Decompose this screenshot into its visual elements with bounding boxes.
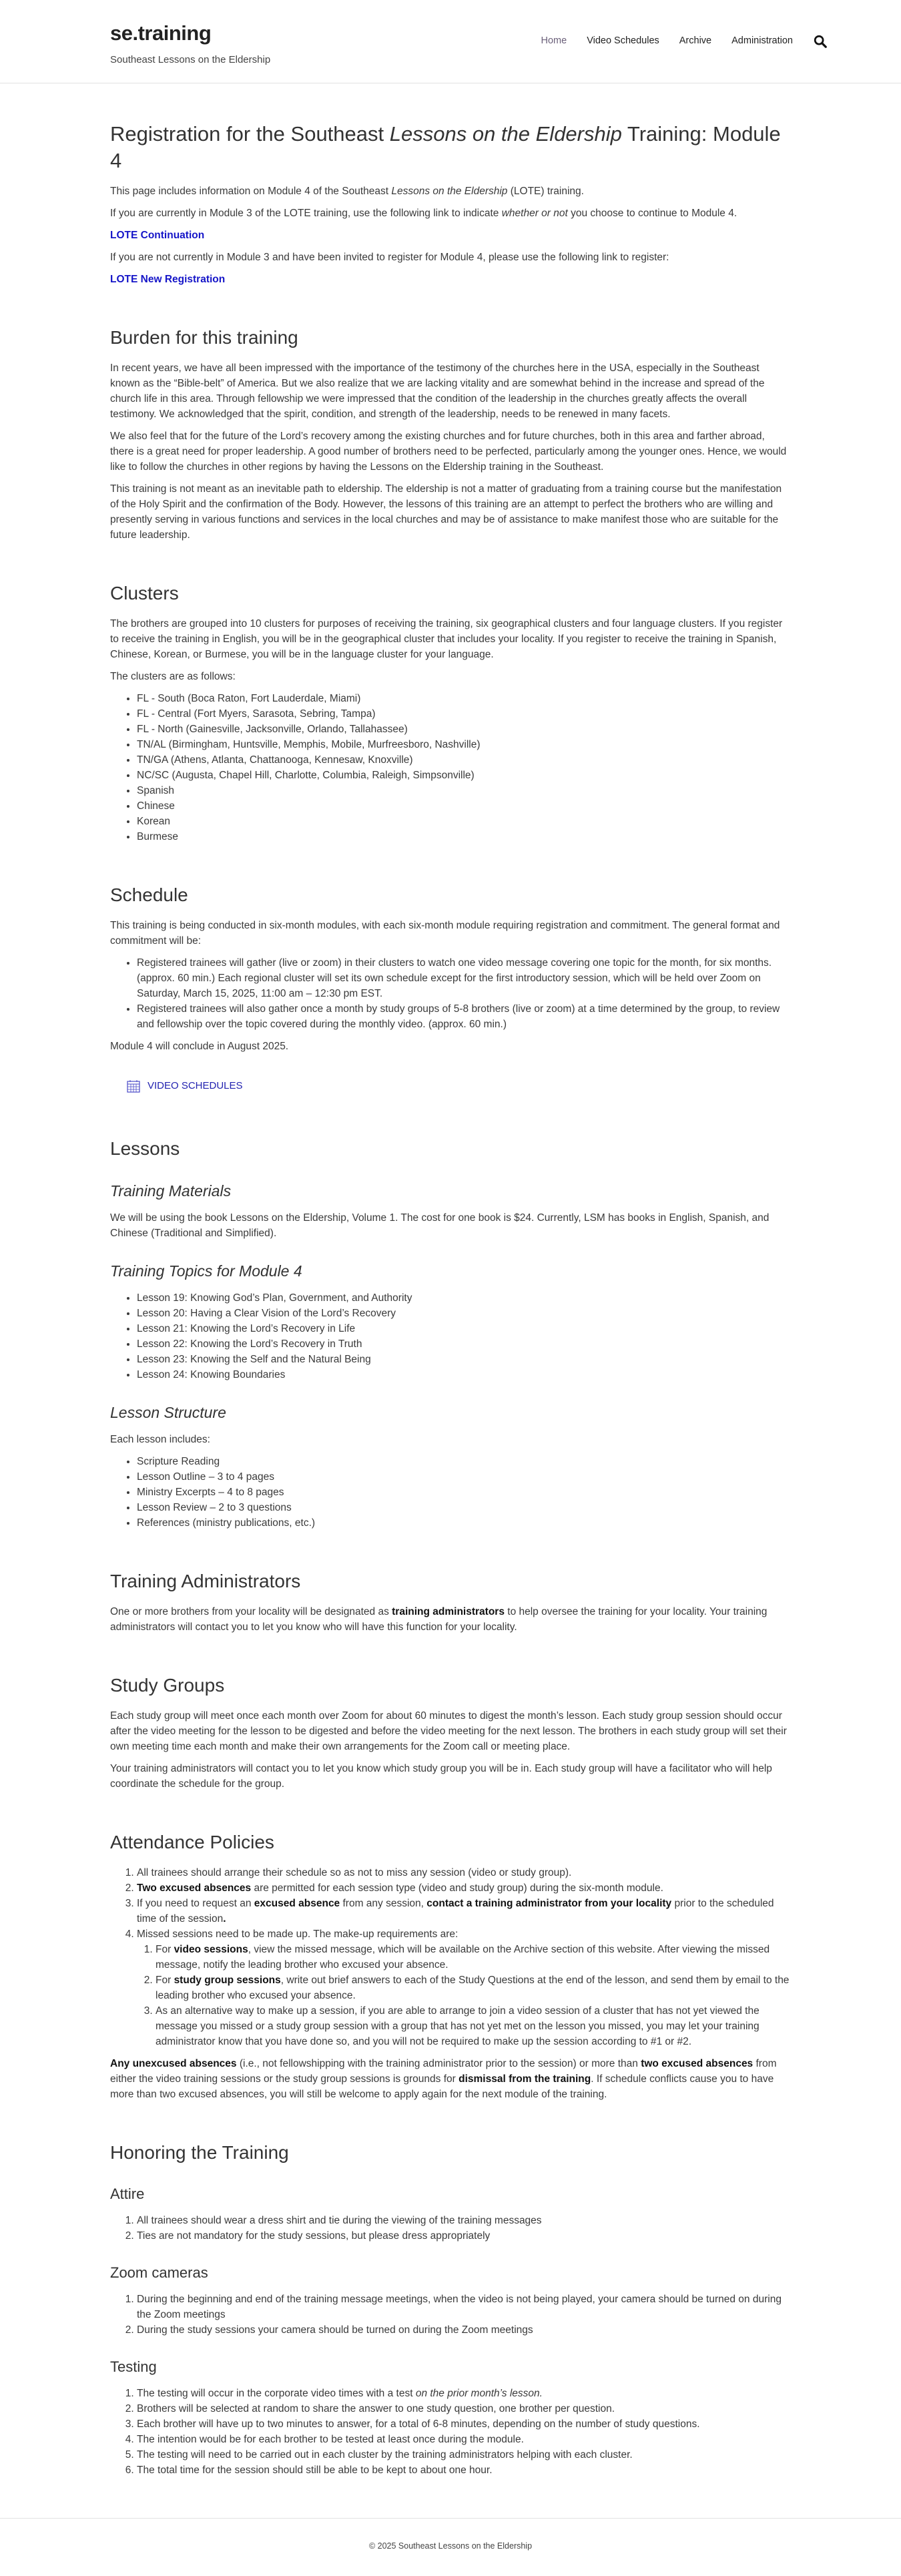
text-segment: This page includes information on Module 4 of the Southeast: [110, 186, 392, 197]
list-item: [137, 1896, 791, 1926]
text-segment: on the prior month’s lesson.: [415, 2387, 543, 2399]
text-segment: Each study group will meet once each month over Zoom for about 60 minutes to digest the month’s lesson. Each study group session should occur after the video meeting for the lesson to be digested and before the video meeting for the next lesson. The brothers in each study group will set their own meeting time each month and make their own arrangements for the Zoom call or meeting place.: [110, 1710, 787, 1752]
list-item: [137, 1290, 791, 1306]
list-item: [137, 1336, 791, 1352]
text-segment: Your training administrators will contact you to let you know which study group you will be in. Each study group will have a facilitator who will help coordinate the schedule for the group.: [110, 1762, 772, 1790]
clusters-paragraph: [110, 616, 791, 662]
nav-administration[interactable]: Administration: [731, 35, 793, 46]
text-segment: Missed sessions need to be made up. The make-up requirements are:: [137, 1928, 459, 1940]
attendance-list: [110, 1865, 791, 2049]
text-segment: two excused absences: [641, 2057, 754, 2069]
text-segment: One or more brothers from your locality will be designated as: [110, 1605, 392, 1617]
section-heading: Honoring the Training: [110, 2141, 289, 2163]
text-segment: FL - North (Gainesville, Jacksonville, Orlando, Tallahassee): [137, 724, 408, 735]
burden-section: [110, 326, 791, 543]
list-item: [137, 1500, 791, 1515]
subsection-heading: Testing: [110, 2358, 157, 2375]
search-icon[interactable]: [813, 34, 828, 49]
list-item: [137, 2228, 791, 2244]
text-segment: We will be using the book Lessons on the Eldership, Volume 1. The cost for one book is $24. Currently, LSM has books in English, Spanish, and Chinese (Traditional and Simplified).: [110, 1212, 770, 1239]
text-segment: Lesson 19: Knowing God’s Plan, Government, and Authority: [137, 1292, 412, 1304]
text-segment: training administrators: [392, 1605, 505, 1617]
text-segment: Registered trainees will gather (live or zoom) in their clusters to watch one video message covering one topic for the month, for six months. (approx. 60 min.) Each regional cluster will set its own schedule except for the first introductory session, which will be held over Zoom on Saturday, March 15, 2025, 11:00 am – 12:30 pm EST.: [137, 957, 772, 999]
text-segment: This training is being conducted in six-month modules, with each six-month module requiring registration and commitment. The general format and commitment will be:: [110, 920, 780, 947]
text-segment: contact a training administrator from your locality: [426, 1897, 672, 1909]
list-item: [137, 2416, 791, 2432]
text-segment: from either the video training sessions or the study group sessions is grounds for: [110, 2057, 777, 2085]
list-item: [137, 691, 791, 706]
subsection-heading: Training Materials: [110, 1182, 232, 1200]
text-segment: For: [156, 1974, 174, 1986]
nav-home[interactable]: Home: [541, 35, 567, 46]
text-segment: As an alternative way to make up a session, if you are able to arrange to join a video session of a cluster that has not yet viewed the message you missed or a study group session with a group that has not yet met on the lesson you missed, you may let your training administrator know that you have done so, and you will not be required to make up the session according to #1 or #2.: [156, 2005, 760, 2047]
intro-paragraph: [110, 250, 791, 265]
text-segment: . If schedule conflicts cause you to have more than two excused absences, you will still be welcome to apply again for the next module of the training.: [110, 2073, 774, 2100]
schedule-paragraph: [110, 918, 791, 949]
text-segment: video sessions: [174, 1943, 248, 1955]
list-item: [137, 955, 791, 1001]
burden-paragraph: [110, 429, 791, 475]
lote-new-registration-link[interactable]: LOTE New Registration: [110, 274, 226, 285]
title-text: Registration for the Southeast: [110, 122, 390, 146]
text-segment: The brothers are grouped into 10 clusters for purposes of receiving the training, six geographical clusters and four language clusters. If you register to receive the training in English, you will be in the geographical cluster that includes your locality. If you register to receive the training in Spanish, Chinese, Korean, or Burmese, you will be in the language cluster for your language.: [110, 618, 783, 660]
text-segment: you choose to continue to Module 4.: [567, 208, 737, 219]
brand: [110, 20, 270, 67]
zoom-cameras-list: [110, 2292, 791, 2338]
list-item: [137, 1001, 791, 1032]
text-segment: Registered trainees will also gather once a month by study groups of 5-8 brothers (live or zoom) at a time determined by the group, to review and fellowship over the topic covered during the monthly video. (approx. 60 min.): [137, 1003, 780, 1030]
main-content: [0, 83, 901, 2478]
subsection-heading: Zoom cameras: [110, 2264, 208, 2281]
clusters-section: [110, 581, 791, 844]
text-segment: Two excused absences: [137, 1882, 252, 1894]
schedule-section: [110, 883, 791, 1098]
text-segment: to help oversee the training for your locality. Your training administrators will contact you to let you know who will have this function for your locality.: [110, 1605, 768, 1633]
text-segment: During the study sessions your camera should be turned on during the Zoom meetings: [137, 2324, 533, 2336]
list-item: [156, 1973, 791, 2003]
list-item: [137, 2292, 791, 2322]
intro-paragraph: [110, 206, 791, 221]
list-item: [137, 1454, 791, 1469]
schedule-paragraph: [110, 1039, 791, 1054]
intro-paragraph: [110, 184, 791, 199]
text-segment: Burmese: [137, 831, 179, 842]
text-segment: The testing will occur in the corporate video times with a test: [137, 2387, 416, 2399]
lessons-section: [110, 1137, 791, 1531]
section-heading: Training Administrators: [110, 1570, 301, 1591]
list-item: [137, 783, 791, 798]
text-segment: The total time for the session should still be able to be kept to about one hour.: [137, 2464, 493, 2476]
text-segment: This training is not meant as an inevitable path to eldership. The eldership is not a matter of graduating from a training course but the manifestation of the Holy Spirit and the confirmation of the Body. However, the lessons of this training are an attempt to perfect the brothers who are willing and presently serving in various functions and services in the local churches and may be of assistance to make manifest those who are suitable for the future leadership.: [110, 483, 782, 541]
list-item: [137, 2463, 791, 2478]
text-segment: .: [223, 1912, 226, 1924]
list-item: [137, 2447, 791, 2463]
materials-paragraph: [110, 1210, 791, 1241]
study-groups-section: [110, 1673, 791, 1792]
list-item: [137, 798, 791, 814]
admins-section: [110, 1569, 791, 1635]
admins-paragraph: [110, 1604, 791, 1635]
list-item: [137, 1306, 791, 1321]
text-segment: are permitted for each session type (video and study group) during the six-month module.: [251, 1882, 663, 1894]
list-item: [137, 1469, 791, 1485]
text-segment: TN/GA (Athens, Atlanta, Chattanooga, Kennesaw, Knoxville): [137, 754, 413, 766]
topics-list: [110, 1290, 791, 1382]
list-item: [137, 1865, 791, 1880]
nav-archive[interactable]: Archive: [679, 35, 712, 46]
text-segment: In recent years, we have all been impressed with the importance of the testimony of the churches here in the USA, especially in the Southeast known as the “Bible-belt” of America. But we also realize that we are lacking vitality and are somewhat behind in the increase and spread of the church life in this area. Through fellowship we were impressed that the condition of the leadership in the churches greatly affects the overall testimony. We acknowledged that the spirit, condition, and strength of the leadership, needs to be renewed in many facets.: [110, 362, 765, 420]
text-segment: All trainees should wear a dress shirt and tie during the viewing of the training messages: [137, 2214, 542, 2226]
text-segment: Each lesson includes:: [110, 1433, 210, 1445]
text-segment: study group sessions: [174, 1974, 281, 1986]
text-segment: Lesson 23: Knowing the Self and the Natural Being: [137, 1353, 371, 1365]
text-segment: If you are not currently in Module 3 and have been invited to register for Module 4, please use the following link to register:: [110, 252, 669, 263]
attendance-section: [110, 1830, 791, 2102]
text-segment: For: [156, 1943, 174, 1955]
site-description: Southeast Lessons on the Eldership: [110, 54, 271, 65]
list-item: [137, 1321, 791, 1336]
site-footer: [0, 2518, 901, 2576]
section-heading: Attendance Policies: [110, 1831, 274, 1852]
study-groups-paragraph: [110, 1708, 791, 1754]
lote-continuation-link[interactable]: LOTE Continuation: [110, 230, 205, 241]
text-segment: whether or not: [501, 208, 568, 219]
section-heading: Schedule: [110, 884, 188, 905]
text-segment: Lesson 21: Knowing the Lord’s Recovery in Life: [137, 1322, 356, 1334]
nav-video-schedules[interactable]: Video Schedules: [587, 35, 659, 46]
list-item: [137, 829, 791, 844]
list-item: [137, 737, 791, 752]
list-item: [156, 1942, 791, 1973]
list-item: [137, 706, 791, 722]
list-item: [137, 1880, 791, 1896]
list-item: [137, 2322, 791, 2338]
text-segment: Brothers will be selected at random to share the answer to one study question, one brother per question.: [137, 2402, 615, 2414]
text-segment: References (ministry publications, etc.): [137, 1517, 316, 1529]
section-heading: Lessons: [110, 1137, 180, 1159]
clusters-list: [110, 691, 791, 844]
study-groups-paragraph: [110, 1761, 791, 1792]
text-segment: Each brother will have up to two minutes to answer, for a total of 6-8 minutes, depending on the number of study questions.: [137, 2418, 700, 2430]
text-segment: Chinese: [137, 800, 175, 812]
list-item: [137, 2386, 791, 2401]
text-segment: (i.e., not fellowshipping with the training administrator prior to the session) or more than: [236, 2057, 641, 2069]
list-item: [137, 1515, 791, 1531]
text-segment: , view the missed message, which will be available on the Archive section of this website. After viewing the missed message, notify the leading brother who excused your absence.: [156, 1943, 770, 1971]
text-segment: Scripture Reading: [137, 1455, 220, 1467]
text-segment: excused absence: [254, 1897, 340, 1909]
text-segment: All trainees should arrange their schedule so as not to miss any session (video or study group).: [137, 1866, 572, 1878]
honoring-section: [110, 2141, 791, 2478]
text-segment: If you need to request an: [137, 1897, 254, 1909]
text-segment: NC/SC (Augusta, Chapel Hill, Charlotte, Columbia, Raleigh, Simpsonville): [137, 770, 475, 781]
video-schedules-button[interactable]: [126, 1078, 243, 1093]
site-header: [0, 0, 901, 83]
list-item: [137, 2401, 791, 2416]
list-item: [137, 768, 791, 783]
text-segment: Lesson 22: Knowing the Lord’s Recovery in Truth: [137, 1338, 362, 1350]
text-segment: Lesson Outline – 3 to 4 pages: [137, 1471, 274, 1483]
site-title[interactable]: se.training: [110, 21, 212, 45]
text-segment: Lesson Review – 2 to 3 questions: [137, 1501, 292, 1513]
text-segment: (LOTE) training.: [507, 186, 584, 197]
intro-section: [110, 83, 791, 287]
text-segment: , write out brief answers to each of the Study Questions at the end of the lesson, and send them by email to the leading brother who excused your absence.: [156, 1974, 790, 2001]
page-title: [110, 83, 791, 174]
main-nav: [541, 33, 828, 49]
text-segment: The intention would be for each brother to be tested at least once during the module.: [137, 2433, 524, 2445]
text-segment: FL - Central (Fort Myers, Sarasota, Sebring, Tampa): [137, 708, 376, 720]
text-segment: During the beginning and end of the training message meetings, when the video is not being played, your camera should be turned on during the Zoom meetings: [137, 2293, 782, 2320]
text-segment: Lessons on the Eldership: [391, 186, 508, 197]
testing-list: [110, 2386, 791, 2478]
text-segment: from any session,: [340, 1897, 427, 1909]
section-heading: Study Groups: [110, 1674, 225, 1696]
list-item: [137, 2213, 791, 2228]
text-segment: Module 4 will conclude in August 2025.: [110, 1041, 289, 1052]
subsection-heading: Lesson Structure: [110, 1403, 226, 1421]
text-segment: Any unexcused absences: [110, 2057, 237, 2069]
copyright-text: © 2025 Southeast Lessons on the Eldership: [368, 2541, 533, 2551]
attendance-paragraph: [110, 2056, 791, 2102]
burden-paragraph: [110, 481, 791, 543]
title-text: Training: Module 4: [110, 122, 781, 172]
sub-list: [137, 1942, 791, 2049]
structure-list: [110, 1454, 791, 1531]
text-segment: dismissal from the training: [459, 2073, 591, 2085]
section-heading: Clusters: [110, 583, 179, 603]
text-segment: TN/AL (Birmingham, Huntsville, Memphis, Mobile, Murfreesboro, Nashville): [137, 739, 481, 750]
text-segment: We also feel that for the future of the Lord’s recovery among the existing churches and for future churches, both in this area and farther abroad, there is a great need for proper leadership. A good number of brothers need to be perfected, particularly among the younger ones. Hence, we would like to follow the churches in other regions by having the Lessons on the Eldership training in the Southeast.: [110, 431, 787, 473]
calendar-icon: [126, 1079, 141, 1093]
text-segment: Korean: [137, 816, 170, 827]
list-item: [137, 752, 791, 768]
list-item: [137, 722, 791, 737]
structure-paragraph: [110, 1432, 791, 1447]
schedule-list: [110, 955, 791, 1032]
burden-paragraph: [110, 360, 791, 422]
list-item: [137, 1352, 791, 1367]
text-segment: Lesson 24: Knowing Boundaries: [137, 1368, 286, 1380]
clusters-paragraph: [110, 669, 791, 684]
list-item: [137, 814, 791, 829]
list-item: [137, 1926, 791, 2049]
text-segment: The testing will need to be carried out in each cluster by the training administrators helping with each cluster.: [137, 2449, 633, 2461]
text-segment: Ministry Excerpts – 4 to 8 pages: [137, 1486, 284, 1498]
title-emphasis: Lessons on the Eldership: [389, 122, 622, 146]
list-item: [137, 1485, 791, 1500]
subsection-heading: Attire: [110, 2185, 145, 2202]
attire-list: [110, 2213, 791, 2244]
text-segment: Ties are not mandatory for the study sessions, but please dress appropriately: [137, 2230, 491, 2242]
list-item: [137, 2432, 791, 2447]
text-segment: Lesson 20: Having a Clear Vision of the Lord’s Recovery: [137, 1307, 396, 1319]
video-schedules-label: VIDEO SCHEDULES: [147, 1080, 243, 1091]
section-heading: Burden for this training: [110, 327, 298, 348]
text-segment: FL - South (Boca Raton, Fort Lauderdale, Miami): [137, 693, 361, 704]
subsection-heading: Training Topics for Module 4: [110, 1262, 302, 1280]
list-item: [137, 1367, 791, 1382]
text-segment: prior to the scheduled time of the session: [137, 1897, 774, 1924]
list-item: [156, 2003, 791, 2049]
text-segment: If you are currently in Module 3 of the LOTE training, use the following link to indicate: [110, 208, 502, 219]
text-segment: Spanish: [137, 785, 175, 796]
text-segment: The clusters are as follows:: [110, 671, 236, 682]
